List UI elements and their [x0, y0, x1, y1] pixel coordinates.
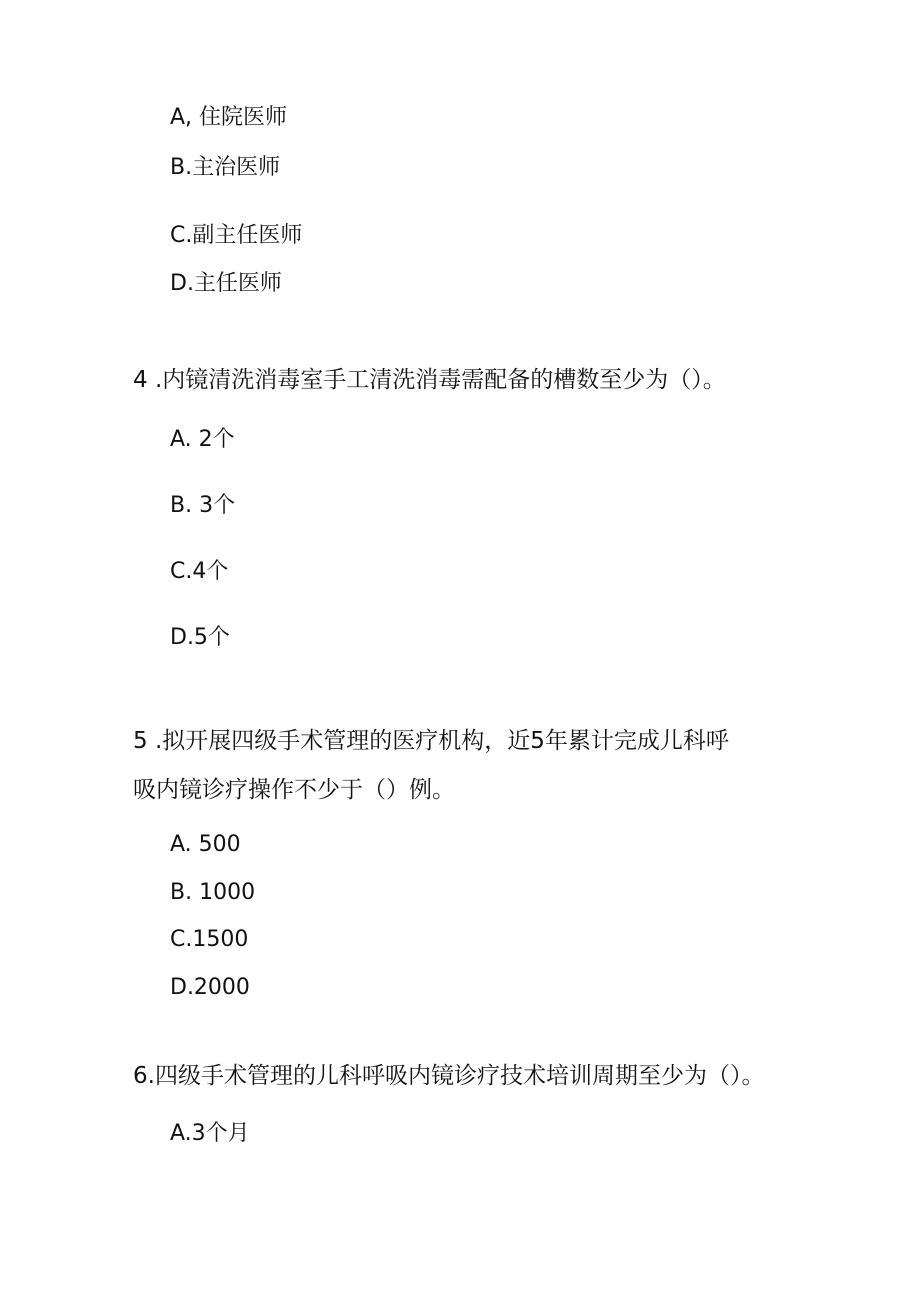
question-4-option-c: C.4个	[170, 559, 229, 584]
question-4-option-d: D.5个	[170, 625, 230, 650]
question-5-option-d: D.2000	[170, 975, 250, 1000]
question-5-text-line-1: 5 .拟开展四级手术管理的医疗机构，近5年累计完成儿科呼	[133, 728, 729, 754]
question-3-option-d: D.主任医师	[170, 271, 282, 296]
question-6-text: 6.四级手术管理的儿科呼吸内镜诊疗技术培训周期至少为（）。	[133, 1063, 765, 1089]
question-5-text-line-2: 吸内镜诊疗操作不少于（）例。	[133, 777, 455, 803]
question-5-option-b: B. 1000	[170, 880, 256, 905]
question-4-text: 4 .内镜清洗消毒室手工清洗消毒需配备的槽数至少为（）。	[133, 367, 726, 393]
question-5-option-c: C.1500	[170, 927, 249, 952]
question-4-option-a: A. 2个	[170, 427, 235, 452]
question-3-option-a: A, 住院医师	[170, 105, 288, 130]
question-4-option-b: B. 3个	[170, 493, 236, 518]
question-6-option-a: A.3个月	[170, 1121, 250, 1146]
question-3-option-b: B.主治医师	[170, 155, 281, 180]
question-5-option-a: A. 500	[170, 832, 241, 857]
question-3-option-c: C.副主任医师	[170, 223, 303, 248]
